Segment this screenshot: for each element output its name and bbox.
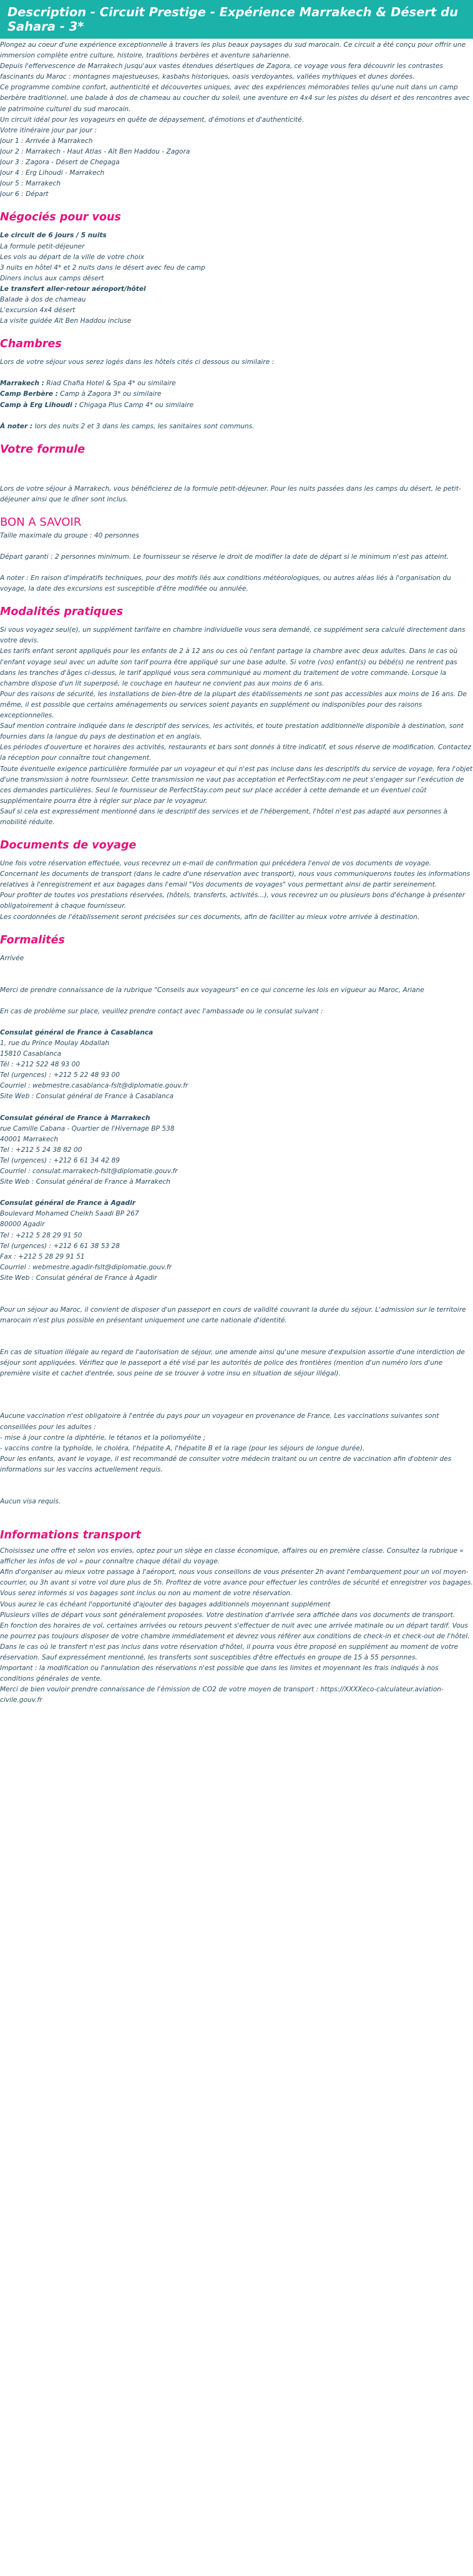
documents-heading: Documents de voyage <box>0 839 137 852</box>
consulat-line: Tel (urgences) : +212 6 61 34 42 89 <box>0 1156 120 1164</box>
hotel-name: Riad Chafia Hotel & Spa 4* ou similaire <box>44 380 176 388</box>
intro-line: Votre itinéraire jour par jour : <box>0 126 97 134</box>
negocies-item: La visite guidée Aït Ben Haddou incluse <box>0 317 132 325</box>
hotel-item <box>0 400 473 411</box>
intro-line: Jour 5 : Marrakech <box>0 180 61 188</box>
negocies-list-2 <box>0 295 473 327</box>
consulat-line: Fax : +212 5 28 29 91 51 <box>0 1252 85 1261</box>
chambres-note-label: À noter : <box>0 422 33 430</box>
consulat-line: 80000 Agadir <box>0 1221 45 1229</box>
consulat-line: 1, rue du Prince Moulay Abdallah <box>0 1040 110 1047</box>
intro-line: Jour 3 : Zagora - Désert de Chegaga <box>0 159 120 167</box>
transport-heading: Informations transport <box>0 1529 141 1542</box>
consulat-line: 15810 Casablanca <box>0 1050 62 1058</box>
consulat-name: Consulat général de France à Agadir <box>0 1199 135 1207</box>
consulat-line: rue Camille Cabana - Quartier de l'Hivernage BP 538 <box>0 1124 175 1133</box>
hotel-location: Camp à Erg Lihoudi : <box>0 401 77 409</box>
intro-line: Jour 2 : Marrakech - Haut Atlas - Aït Ben Haddou - Zagora <box>0 147 190 155</box>
consulat-line: 40001 Marrakech <box>0 1135 59 1143</box>
negocies-item: L'excursion 4x4 désert <box>0 307 76 315</box>
consulat-line: Courriel : webmestre.agadir-fslt@diplomatie.gouv.fr <box>0 1263 172 1271</box>
consulat-line: Site Web : Consulat général de France à Marrakech <box>0 1178 171 1186</box>
hotel-name: Camp à Zagora 3* ou similaire <box>57 390 162 398</box>
formule-heading: Votre formule <box>0 443 85 456</box>
formalites-arrivee: Arrivée <box>0 954 24 962</box>
negocies-item: Balade à dos de chameau <box>0 295 86 303</box>
consulat-line: Boulevard Mohamed Cheikh Saadi BP 267 <box>0 1210 139 1218</box>
negocies-item: Les vols au départ de la ville de votre choix <box>0 253 145 261</box>
consulat-line: Tél : +212 522 48 93 00 <box>0 1061 80 1069</box>
documents-text: Une fois votre réservation effectuée, vous recevrez un e-mail de confirmation qui précédera l'envoi de vos documents de voyage. Concernant les documents de transport (dans le cadre d'une réservation avec transport), nous vous communiquerons toutes les informations relatives à l'enregistrement et aux bagages dans l'email "Vos documents de voyages" vous permettant ainsi de partir sereinement. Pour profiter de toutes vos prestations réservées, (hôtels, transferts, activités...), vous recevrez un ou plusieurs bons d'échange à présenter obligatoirement à chaque fournisseur. Les coordonnées de l'établissement seront précisées sur ces documents, afin de faciliter au mieux votre arrivée à destination. <box>0 860 471 921</box>
formalites-visa: Aucun visa requis. <box>0 1498 61 1505</box>
consulat-line: Courriel : webmestre.casablanca-fslt@diplomatie.gouv.fr <box>0 1082 188 1090</box>
intro-line: Ce programme combine confort, authenticité et découvertes uniques, avec des expériences mémorables telles qu'une nuit dans un camp berbère traditionnel, une balade à dos de chameau au coucher du soleil, une aventure en 4x4 sur les pistes du désert et des rencontres avec le patrimoine culturel du sud marocain. <box>0 84 472 113</box>
negocies-transfer: Le transfert aller-retour aéroport/hôtel <box>0 285 146 293</box>
formalites-contact: En cas de problème sur place, veuillez prendre contact avec l'ambassade ou le consulat suivant : <box>0 1007 323 1015</box>
consulat-list <box>0 1028 473 1284</box>
intro-line: Jour 1 : Arrivée à Marrakech <box>0 137 93 145</box>
chambres-intro: Lors de votre séjour vous serez logés dans les hôtels cités ci dessous ou similaire : <box>0 358 275 366</box>
consulat-line: Site Web : Consulat général de France à Agadir <box>0 1274 157 1282</box>
hotel-name: Chigaga Plus Camp 4* ou similaire <box>77 401 194 409</box>
formalites-sejour: En cas de situation illégale au regard de l'autorisation de séjour, une amende ainsi qu'une mesure d'expulsion assortie d'une interdiction de séjour sont appliquées. Vérifiez que le passeport a été visé par les autorités de police des frontières (mention d'un numéro lors d'une première visite et cachet d'entrée, sous peine de se trouver à votre insu en situation de séjour illégal). <box>0 1349 467 1378</box>
negocies-item: La formule petit-déjeuner <box>0 242 85 250</box>
intro-line: Plongez au coeur d'une expérience exceptionnelle à travers les plus beaux paysages du sud marocain. Ce circuit a été conçu pour offrir une immersion complète entre culture, histoire, traditions berbères et aventure saharienne. <box>0 41 468 60</box>
negocies-heading: Négociés pour vous <box>0 211 121 224</box>
negocies-item: 3 nuits en hôtel 4* et 2 nuits dans le désert avec feu de camp <box>0 263 205 272</box>
negocies-item: Diners inclus aux camps désert <box>0 274 104 282</box>
chambres-note <box>0 421 473 432</box>
intro-line: Depuis l'effervescence de Marrakech jusqu'aux vastes étendues désertiques de Zagora, ce voyage vous fera découvrir les contrastes fascinants du Maroc : montagnes majestueuses, kasbahs historiques, oasis verdoyantes, vallées mythiques et dunes dorées. <box>0 62 446 81</box>
chambres-note-text: lors des nuits 2 et 3 dans les camps, les sanitaires sont communs. <box>32 422 255 430</box>
consulat-name: Consulat général de France à Casablanca <box>0 1028 154 1036</box>
consulat-line: Tel (urgences) : +212 6 61 38 53 28 <box>0 1242 120 1250</box>
consulat-line: Tel : +212 5 28 29 91 50 <box>0 1231 82 1239</box>
savoir-depart: Départ garanti : 2 personnes minimum. Le fournisseur se réserve le droit de modifier la date de départ si le minimum n'est pas atteint. <box>0 553 449 561</box>
hotel-location: Marrakech : <box>0 380 44 388</box>
formalites-vaccins: Aucune vaccination n'est obligatoire à l'entrée du pays pour un voyageur en provenance de France. Les vaccinations suivantes sont conseillées pour les adultes : - mise à jour contre la diphtérie, le tétanos et la poliomyélite ; - vaccins contre la typhoïde, le choléra, l'hépatite A, l'hépatite B et la rage (pour les séjours de longue durée). Pour les enfants, avant le voyage, il est recommandé de consulter votre médecin traitant ou un centre de vaccination afin d'obtenir des informations sur les vaccins actuellement requis. <box>0 1412 452 1473</box>
formalites-intro: Merci de prendre connaissance de la rubrique "Conseils aux voyageurs" en ce qui concerne les lois en vigueur au Maroc, Ariane <box>0 986 424 994</box>
consulat-line: Tel : +212 5 24 38 82 00 <box>0 1146 82 1154</box>
hotel-location: Camp Berbère : <box>0 390 58 398</box>
consulat-line: Tel (urgences) : +212 5 22 48 93 00 <box>0 1071 120 1079</box>
document-content <box>0 39 473 1706</box>
formalites-heading: Formalités <box>0 933 65 946</box>
formule-text: Lors de votre séjour à Marrakech, vous bénéficierez de la formule petit-déjeuner. Pour les nuits passées dans les camps du désert, le petit-déjeuner ainsi que le dîner sont inclus. <box>0 484 461 503</box>
consulat-line: Site Web : Consulat général de France à Casablanca <box>0 1093 174 1101</box>
page-title: Description - Circuit Prestige - Expérience Marrakech & Désert du Sahara - 3* <box>0 0 473 39</box>
transport-text: Choisissez une offre et selon vos envies, optez pour un siège en classe économique, affaires ou en première classe. Consultez la rubrique « afficher les infos de vol » pour connaître chaque détail du voyage. Afin d'organiser au mieux votre passage à l'aéroport, nous vous conseillons de vous présenter 2h avant l'embarquement pour un vol moyen-courrier, ou 3h avant si votre vol dure plus de 5h. Profitez de votre avance pour effectuer les contrôles de sécurité et enregistrer vos bagages. Vous serez informés si vos bagages sont inclus ou non au moment de votre réservation. Vous aurez le cas échéant l'opportunité d'ajouter des bagages additionnels moyennant supplément Plusieurs villes de départ vous sont généralement proposées. Votre destination d'arrivée sera affichée dans vos documents de transport. En fonction des horaires de vol, certaines arrivées ou retours peuvent s'effectuer de nuit avec une arrivée matinale ou un départ tardif. Vous ne pourrez pas toujours disposer de votre chambre immédiatement et devrez vous référer aux conditions de check-in et check-out de l'hôtel. Dans le cas où le transfert n'est pas inclus dans votre réservation d'hôtel, il pourra vous être proposé en supplément au moment de votre réservation. Sauf expressément mentionné, les transferts sont susceptibles d'être effectués en groupe de 15 à 55 personnes. Important : la modification ou l'annulation des réservations n'est possible que dans les limites et moyennant les frais indiqués à nos conditions générales de vente. Merci de bien vouloir prendre connaissance de l'émission de CO2 de votre moyen de transport : https://XXXXeco-calculateur.aviation-civile.gouv.fr <box>0 1547 473 1704</box>
chambres-heading: Chambres <box>0 338 62 351</box>
negocies-lead: Le circuit de 6 jours / 5 nuits <box>0 232 107 240</box>
consulat-block <box>0 1198 473 1284</box>
savoir-note: A noter : En raison d'impératifs techniques, pour des motifs liés aux conditions météorologiques, ou autres aléas liés à l'organisation du voyage, la date des excursions est susceptible d'être modifiée ou annulée. <box>0 574 454 593</box>
intro-section <box>0 40 473 200</box>
negocies-list <box>0 242 473 284</box>
savoir-taille: Taille maximale du groupe : 40 personnes <box>0 531 139 539</box>
consulat-block <box>0 1028 473 1103</box>
intro-line: Jour 4 : Erg Lihoudi - Marrakech <box>0 169 105 177</box>
hotel-list <box>0 378 473 410</box>
consulat-name: Consulat général de France à Marrakech <box>0 1114 150 1122</box>
savoir-heading: BON A SAVOIR <box>0 515 82 529</box>
consulat-line: Courriel : consulat.marrakech-fslt@diplomatie.gouv.fr <box>0 1168 178 1176</box>
modalites-text: Si vous voyagez seul(e), un supplément tarifaire en chambre individuelle vous sera demandé, ce supplément sera calculé directement dans votre devis. Les tarifs enfant seront appliqués pour les enfants de 2 à 12 ans ou ces où l'enfant partage la chambre avec deux adultes. Dans le cas où l'enfant voyage seul avec un adulte son tarif pourra être appliqué sur une base adulte. Si votre (vos) enfant(s) ou bébé(s) ne rentrent pas dans les tranches d'âges ci-dessus, le tarif appliqué vous sera communiqué au moment du traitement de votre commande. Lorsque la chambre dispose d'un lit superposé, le couchage en hauteur ne convient pas aux moins de 6 ans. Pour des raisons de sécurité, les installations de bien-être de la plupart des établissements ne sont pas accessibles aux moins de 16 ans. De même, il est possible que certains aménagements ou services soient payants en supplément ou indisponibles pour des raisons exceptionnelles. Sauf mention contraire indiquée dans le descriptif des services, les activités, et toute prestation additionnelle disponible à destination, sont fournies dans la langue du pays de destination et en anglais. Les périodes d'ouverture et horaires des activités, restaurants et bars sont donnés à titre indicatif, et sous réserve de modification. Contactez la réception pour connaître tout changement. Toute éventuelle exigence particulière formulée par un voyageur et qui n'est pas incluse dans les descriptifs du service de voyage, fera l'objet d'une transmission à notre fournisseur. Cette transmission ne vaut pas acceptation et PerfectStay.com ne peut s'engager sur l'exécution de ces demandes particulières. Seul le fournisseur de PerfectStay.com peut sur place accéder à cette demande et un éventuel coût supplémentaire pourra être à régler sur place par le voyageur. Sauf si cela est expressément mentionné dans le descriptif des services et de l'hébergement, l'hôtel n'est pas adapté aux personnes à mobilité réduite. <box>0 626 473 826</box>
hotel-item <box>0 389 473 400</box>
formalites-passeport: Pour un séjour au Maroc, il convient de disposer d'un passeport en cours de validité couvrant la durée du séjour. L'admission sur le territoire marocain n'est plus possible en présentant uniquement une carte nationale d'identité. <box>0 1305 468 1325</box>
consulat-block <box>0 1113 473 1188</box>
modalites-heading: Modalités pratiques <box>0 606 124 619</box>
intro-line: Jour 6 : Départ <box>0 190 49 199</box>
intro-line: Un circuit idéal pour les voyageurs en quête de dépaysement, d'émotions et d'authenticité. <box>0 116 305 124</box>
hotel-item <box>0 378 473 389</box>
